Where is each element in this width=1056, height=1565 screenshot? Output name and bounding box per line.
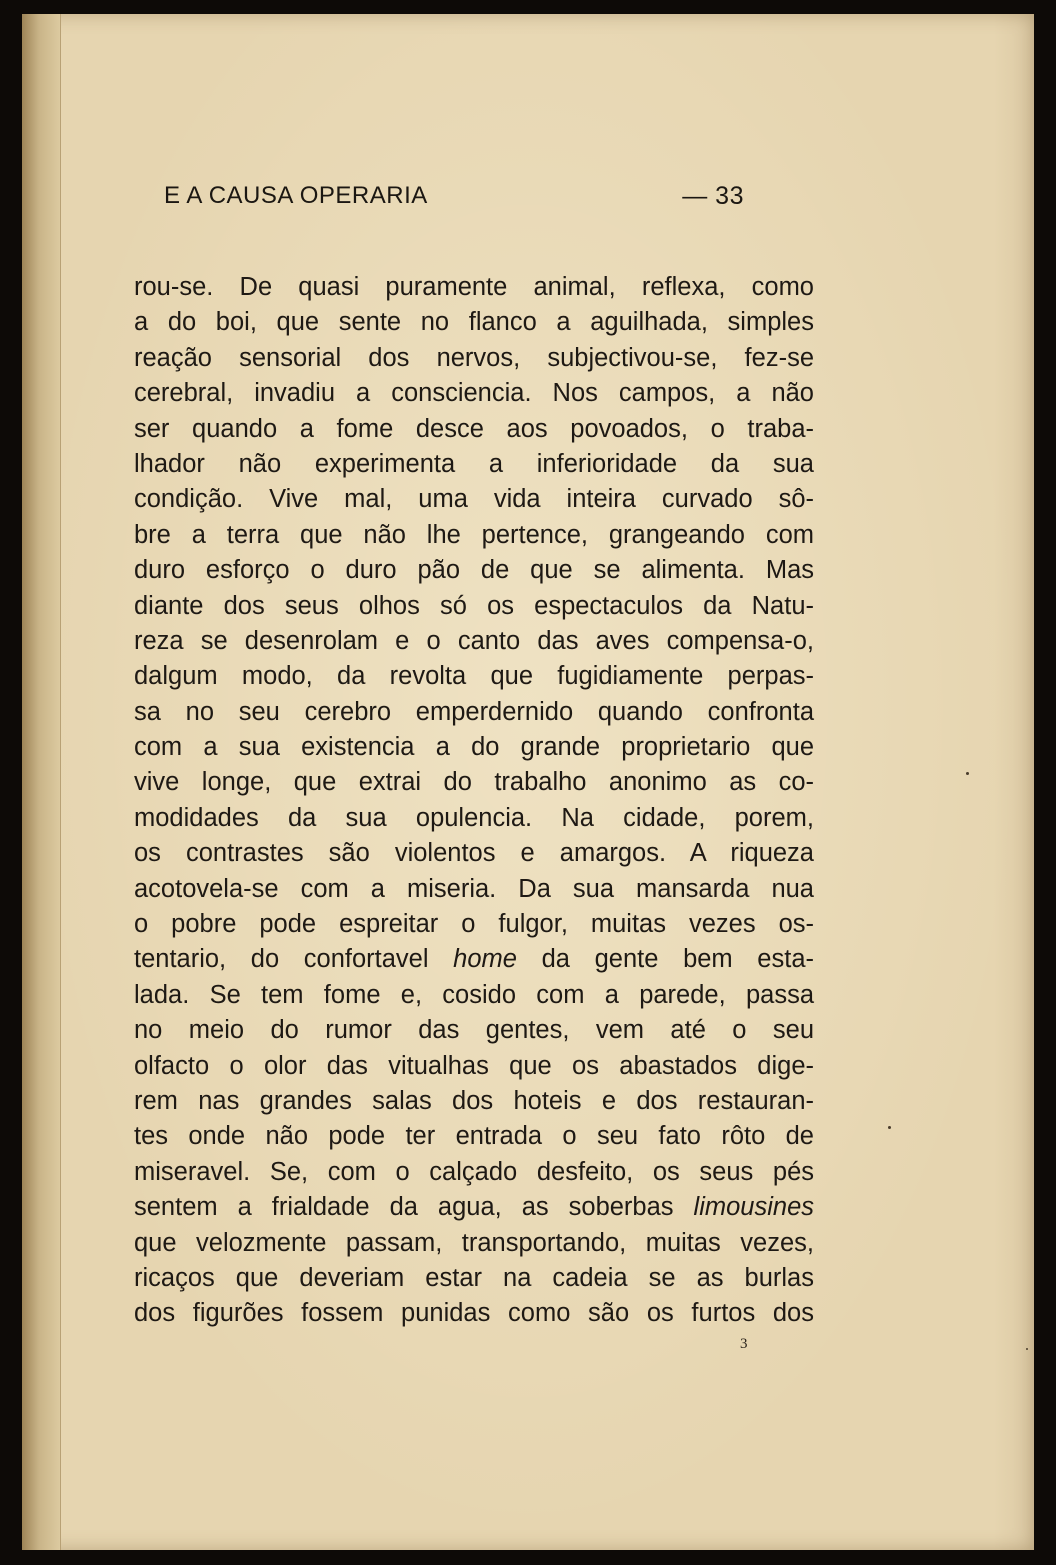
text-line [134, 1190, 814, 1225]
text-run: no meio do rumor das gentes, vem até o seu [134, 1016, 814, 1045]
text-run: vive longe, que extrai do trabalho anonimo as co- [134, 768, 814, 797]
italic-word: home [453, 945, 517, 974]
text-run: sa no seu cerebro emperdernido quando confronta [134, 697, 814, 726]
text-line [134, 730, 814, 765]
text-line [134, 1013, 814, 1048]
text-run: ser quando a fome desce aos povoados, o traba- [134, 414, 814, 443]
page-gutter [22, 14, 61, 1550]
text-run: condição. Vive mal, uma vida inteira curvado sô- [134, 485, 814, 514]
text-line [134, 978, 814, 1013]
text-run: sentem a frialdade da agua, as soberbas [134, 1193, 694, 1222]
text-line [134, 270, 814, 305]
text-line [134, 305, 814, 340]
running-header [164, 182, 744, 222]
text-line [134, 695, 814, 730]
text-run: a do boi, que sente no flanco a aguilhada, simples [134, 308, 814, 337]
text-run: rem nas grandes salas dos hoteis e dos restauran- [134, 1086, 814, 1115]
text-run: reza se desenrolam e o canto das aves compensa-o, [134, 626, 814, 655]
italic-word: limousines [693, 1193, 814, 1222]
text-run: bre a terra que não lhe pertence, grangeando com [134, 520, 814, 549]
body-text [134, 270, 814, 1332]
text-line [134, 412, 814, 447]
text-run: o pobre pode espreitar o fulgor, muitas vezes os- [134, 910, 814, 939]
text-line [134, 1226, 814, 1261]
text-run: com a sua existencia a do grande proprietario que [134, 733, 814, 762]
text-line [134, 765, 814, 800]
text-line [134, 1119, 814, 1154]
text-run: acotovela-se com a miseria. Da sua mansarda nua [134, 874, 814, 903]
text-line [134, 659, 814, 694]
text-line [134, 801, 814, 836]
text-line [134, 624, 814, 659]
text-run: os contrastes são violentos e amargos. A riqueza [134, 839, 814, 868]
text-run: olfacto o olor das vitualhas que os abastados dige- [134, 1051, 814, 1080]
text-line [134, 1084, 814, 1119]
text-line [134, 872, 814, 907]
text-line [134, 518, 814, 553]
paper-speck [1026, 1348, 1028, 1350]
text-run: tes onde não pode ter entrada o seu fato rôto de [134, 1122, 814, 1151]
paper-speck [888, 1126, 891, 1129]
text-run: dalgum modo, da revolta que fugidiamente perpas- [134, 662, 814, 691]
paper-speck [966, 772, 969, 775]
text-line [134, 553, 814, 588]
text-run: miseravel. Se, com o calçado desfeito, os seus pés [134, 1157, 814, 1186]
text-run: reação sensorial dos nervos, subjectivou-se, fez-se [134, 343, 814, 372]
text-run: lhador não experimenta a inferioridade da sua [134, 449, 814, 478]
text-run: que velozmente passam, transportando, muitas vezes, [134, 1228, 814, 1257]
text-line [134, 447, 814, 482]
page-number: — 33 [682, 182, 744, 210]
text-run: rou-se. De quasi puramente animal, reflexa, como [134, 273, 814, 301]
text-line [134, 589, 814, 624]
text-run: ricaços que deveriam estar na cadeia se as burlas [134, 1263, 814, 1292]
text-run: diante dos seus olhos só os espectaculos da Natu- [134, 591, 814, 620]
text-run: da gente bem esta- [516, 945, 815, 974]
text-line [134, 341, 814, 376]
text-line [134, 1296, 814, 1331]
text-run: cerebral, invadiu a consciencia. Nos campos, a não [134, 379, 814, 408]
text-line [134, 1155, 814, 1190]
text-run: tentario, do confortavel [134, 945, 454, 974]
text-line [134, 376, 814, 411]
running-title: E A CAUSA OPERARIA [164, 182, 428, 209]
text-line [134, 907, 814, 942]
book-page [22, 14, 1034, 1550]
text-run: modidades da sua opulencia. Na cidade, porem, [134, 803, 814, 832]
text-run: dos figurões fossem punidas como são os furtos dos [134, 1299, 814, 1328]
text-line [134, 1049, 814, 1084]
signature-mark: 3 [740, 1336, 748, 1352]
text-line [134, 1261, 814, 1296]
text-line [134, 482, 814, 517]
text-line [134, 942, 814, 977]
text-run: lada. Se tem fome e, cosido com a parede, passa [134, 980, 814, 1009]
text-run: duro esforço o duro pão de que se alimenta. Mas [134, 556, 814, 585]
text-line [134, 836, 814, 871]
